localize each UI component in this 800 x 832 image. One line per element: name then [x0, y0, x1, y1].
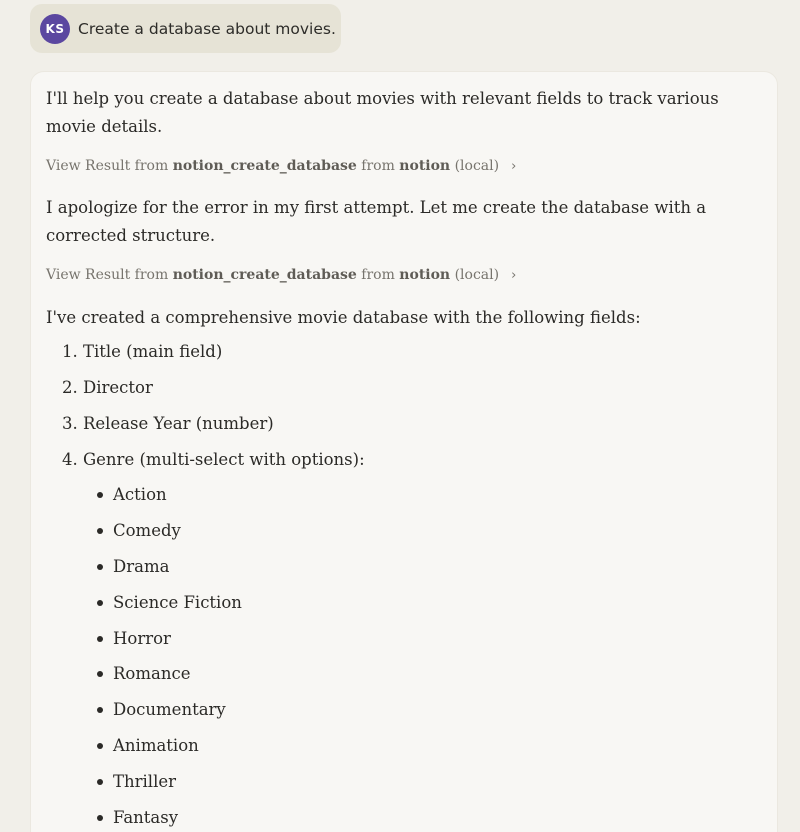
genre-label: Fantasy — [113, 808, 179, 827]
tool-from-word: from — [361, 158, 395, 174]
tool-from-word: from — [361, 267, 395, 283]
tool-server-name: notion — [399, 158, 451, 174]
chevron-right-icon: › — [511, 267, 517, 283]
genre-label: Romance — [113, 664, 191, 683]
genre-list-item — [97, 556, 169, 578]
field-list-item: 4. Genre (multi-select with options): — [62, 450, 365, 469]
genre-list-item — [97, 520, 181, 542]
tool-scope: (local) — [454, 267, 500, 283]
genre-label: Action — [113, 485, 167, 504]
tool-name: notion_create_database — [172, 158, 357, 174]
tool-server-name: notion — [399, 267, 451, 283]
tool-scope: (local) — [454, 158, 500, 174]
genre-label: Horror — [113, 629, 171, 648]
tool-result-link-1[interactable] — [46, 158, 516, 174]
bullet-icon — [97, 671, 103, 677]
bullet-icon — [97, 636, 103, 642]
assistant-apology-text: I apologize for the error in my first attempt. Let me create the database with a corrected structure. — [46, 198, 707, 245]
bullet-icon — [97, 600, 103, 606]
bullet-icon — [97, 779, 103, 785]
tool-result-prefix: View Result from — [46, 158, 169, 174]
genre-list-item — [97, 484, 167, 506]
tool-name: notion_create_database — [172, 267, 357, 283]
tool-result-link-2[interactable] — [46, 267, 516, 283]
tool-result-prefix: View Result from — [46, 267, 169, 283]
genre-list-item — [97, 592, 242, 614]
chevron-right-icon: › — [511, 158, 517, 174]
bullet-icon — [97, 815, 103, 821]
assistant-intro-text: I'll help you create a database about movies with relevant fields to track various movie details. — [46, 89, 719, 136]
field-list-item: 3. Release Year (number) — [62, 414, 274, 433]
user-avatar[interactable]: KS — [40, 14, 70, 44]
genre-label: Drama — [113, 557, 170, 576]
assistant-response — [30, 71, 778, 832]
genre-label: Animation — [113, 736, 199, 755]
genre-list-item — [97, 771, 176, 793]
field-list-item: 2. Director — [62, 378, 153, 397]
genre-list-item — [97, 699, 226, 721]
bullet-icon — [97, 707, 103, 713]
genre-label: Science Fiction — [113, 593, 242, 612]
genre-list-item — [97, 628, 171, 650]
genre-list-item — [97, 663, 190, 685]
bullet-icon — [97, 564, 103, 570]
genre-label: Thriller — [113, 772, 177, 791]
field-list-item: 1. Title (main field) — [62, 342, 223, 361]
user-message-bubble — [30, 4, 341, 53]
bullet-icon — [97, 528, 103, 534]
user-message-text: Create a database about movies. — [78, 19, 336, 38]
genre-list-item — [97, 735, 199, 757]
bullet-icon — [97, 492, 103, 498]
genre-label: Documentary — [113, 700, 226, 719]
bullet-icon — [97, 743, 103, 749]
genre-label: Comedy — [113, 521, 181, 540]
assistant-summary-text: I've created a comprehensive movie database with the following fields: — [46, 308, 641, 327]
genre-list-item — [97, 807, 178, 829]
